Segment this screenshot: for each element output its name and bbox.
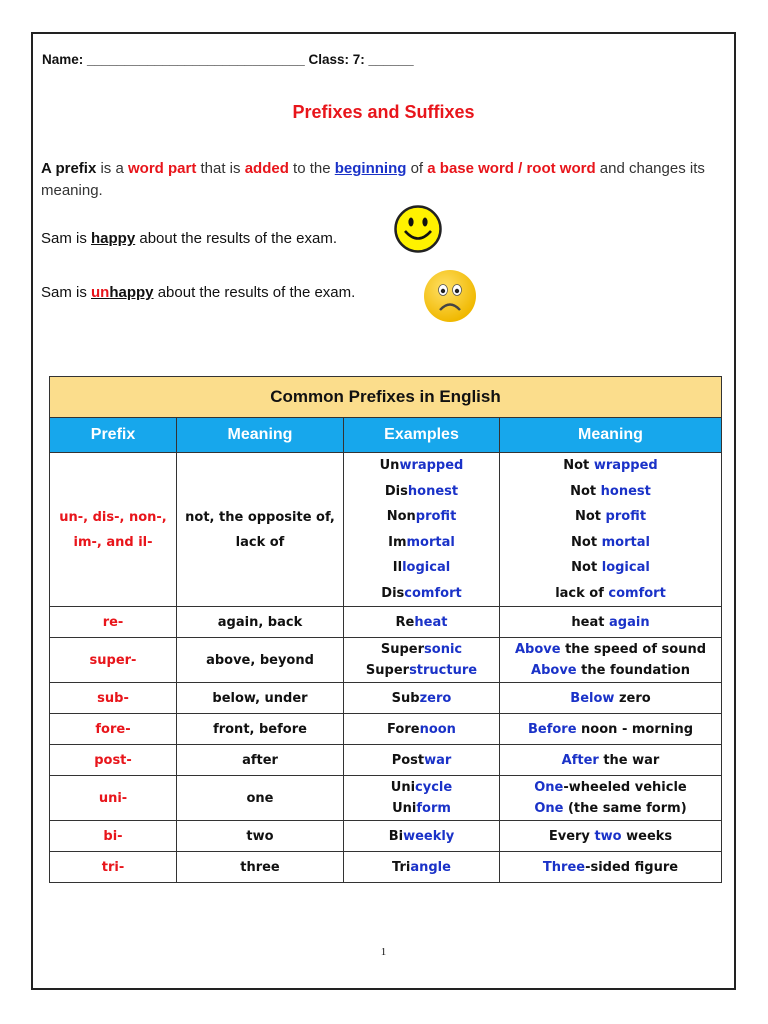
ex-root: weekly	[403, 828, 455, 844]
table-row	[50, 714, 722, 745]
m-root: One	[534, 780, 564, 795]
ex-part: Sub	[391, 690, 420, 706]
example-meaning-cell	[500, 852, 722, 883]
ex-root: noon	[419, 721, 456, 737]
ex-part: Super	[365, 663, 410, 678]
meaning-cell: not, the opposite of, lack of	[177, 453, 344, 607]
m-part: the war	[598, 752, 660, 768]
m-part: heat	[571, 614, 610, 630]
table-row	[50, 453, 722, 607]
prefix-cell: tri-	[50, 852, 177, 883]
m-part: Not	[571, 534, 602, 550]
example-meaning-cell	[500, 776, 722, 821]
header-meaning: Meaning	[177, 418, 344, 453]
page-title: Prefixes and Suffixes	[292, 102, 475, 122]
def-beginning: beginning	[334, 160, 407, 177]
s1-pre: Sam is	[41, 230, 92, 247]
def-text-5: and changes its meaning.	[41, 160, 705, 199]
def-base-word: a base word / root word	[427, 160, 596, 177]
ex-root: war	[424, 752, 452, 768]
table-row	[50, 638, 722, 683]
m-part: the foundation	[576, 663, 690, 678]
example-meaning-cell	[500, 638, 722, 683]
examples-cell	[344, 683, 500, 714]
prefix-table	[49, 376, 722, 883]
s2-prefix: un	[91, 284, 110, 301]
m-root: After	[561, 752, 599, 768]
prefix-cell: bi-	[50, 821, 177, 852]
ex-root: honest	[407, 483, 459, 499]
m-part: Not	[563, 458, 594, 473]
m-root: again	[609, 614, 650, 630]
sad-face-icon	[422, 268, 478, 324]
example-meaning-cell	[500, 714, 722, 745]
m-root: One	[534, 801, 564, 816]
ex-part: Super	[380, 642, 425, 657]
table-row	[50, 745, 722, 776]
header-examples: Examples	[344, 418, 500, 453]
def-word-part: word part	[127, 160, 197, 177]
table-row	[50, 683, 722, 714]
m-part: -sided figure	[585, 859, 679, 875]
ex-part: Uni	[392, 801, 417, 816]
meaning-cell: two	[177, 821, 344, 852]
m-root: profit	[605, 509, 647, 524]
ex-part: Dis	[381, 585, 405, 601]
s2-root: happy	[109, 284, 154, 301]
def-text-3: to the	[288, 160, 335, 177]
meaning-cell: above, beyond	[177, 638, 344, 683]
examples-cell	[344, 714, 500, 745]
prefix-cell: super-	[50, 638, 177, 683]
ex-part: Tri	[392, 859, 411, 875]
m-part: Not	[570, 483, 601, 499]
s2-pre: Sam is	[41, 284, 92, 301]
meaning-cell: front, before	[177, 714, 344, 745]
m-root: Above	[514, 642, 561, 657]
example-meaning-cell	[500, 607, 722, 638]
name-class-line: Name: _____________________________ Class: 7: ______	[42, 52, 414, 67]
example-meaning-cell	[500, 745, 722, 776]
m-root: Below	[570, 690, 615, 706]
m-part: Every	[548, 828, 595, 844]
ex-part: Post	[391, 752, 425, 768]
prefix-cell: uni-	[50, 776, 177, 821]
meaning-cell: after	[177, 745, 344, 776]
ex-root: logical	[402, 560, 451, 575]
prefix-cell: fore-	[50, 714, 177, 745]
ex-root: angle	[410, 859, 451, 875]
examples-cell	[344, 607, 500, 638]
ex-root: cycle	[415, 780, 453, 795]
m-part: weeks	[621, 828, 673, 844]
def-text-4: of	[406, 160, 428, 177]
m-root: wrapped	[593, 458, 658, 473]
m-root: comfort	[608, 585, 666, 601]
ex-part: Il	[392, 560, 403, 575]
examples-cell	[344, 821, 500, 852]
table-row	[50, 821, 722, 852]
s1-word: happy	[91, 230, 136, 247]
m-root: Before	[527, 721, 577, 737]
ex-part: Re	[395, 614, 415, 630]
ex-part: Fore	[387, 721, 420, 737]
example-meaning-cell	[500, 821, 722, 852]
m-part: (the same form)	[563, 801, 687, 816]
worksheet-page	[31, 32, 736, 990]
s1-post: about the results of the exam.	[135, 230, 337, 247]
ex-root: heat	[414, 614, 448, 630]
examples-cell	[344, 745, 500, 776]
example-meaning-cell	[500, 453, 722, 607]
sentence-happy	[41, 230, 337, 247]
m-part: zero	[614, 690, 651, 706]
header-prefix: Prefix	[50, 418, 177, 453]
ex-part: Un	[379, 458, 400, 473]
ex-root: zero	[419, 690, 452, 706]
prefix-cell: re-	[50, 607, 177, 638]
examples-cell	[344, 453, 500, 607]
ex-part: Dis	[384, 483, 408, 499]
ex-root: form	[416, 801, 451, 816]
example-meaning-cell	[500, 683, 722, 714]
m-part: lack of	[555, 585, 609, 601]
prefix-definition	[41, 158, 721, 202]
m-root: Above	[531, 663, 577, 678]
def-added: added	[244, 160, 289, 177]
header-meaning-2: Meaning	[500, 418, 722, 453]
smiley-face-icon	[393, 204, 443, 254]
m-part: the speed of sound	[560, 642, 707, 657]
table-row	[50, 852, 722, 883]
sentence-unhappy	[41, 284, 355, 301]
ex-root: profit	[415, 509, 457, 524]
ex-root: structure	[409, 663, 478, 678]
meaning-cell: three	[177, 852, 344, 883]
term-prefix: A prefix	[41, 160, 97, 177]
m-root: two	[594, 828, 622, 844]
meaning-cell: below, under	[177, 683, 344, 714]
m-part: Not	[574, 509, 606, 524]
ex-root: wrapped	[399, 458, 464, 473]
ex-root: mortal	[406, 534, 455, 550]
prefix-cell: post-	[50, 745, 177, 776]
ex-part: Im	[388, 534, 407, 550]
ex-root: sonic	[424, 642, 463, 657]
ex-part: Uni	[390, 780, 416, 795]
m-root: Three	[542, 859, 586, 875]
m-part: noon - morning	[576, 721, 694, 737]
page-number: 1	[380, 946, 387, 958]
table-row	[50, 776, 722, 821]
m-part: Not	[571, 560, 602, 575]
ex-root: comfort	[404, 585, 462, 601]
m-root: logical	[601, 560, 650, 575]
prefix-cell: un-, dis-, non-, im-, and il-	[50, 453, 177, 607]
def-text-1: is a	[96, 160, 128, 177]
examples-cell	[344, 638, 500, 683]
examples-cell	[344, 776, 500, 821]
examples-cell	[344, 852, 500, 883]
m-root: mortal	[601, 534, 650, 550]
prefix-cell: sub-	[50, 683, 177, 714]
meaning-cell: again, back	[177, 607, 344, 638]
table-caption: Common Prefixes in English	[50, 377, 722, 418]
meaning-cell: one	[177, 776, 344, 821]
m-root: honest	[600, 483, 651, 499]
m-part: -wheeled vehicle	[563, 780, 687, 795]
ex-part: Non	[386, 509, 416, 524]
table-row	[50, 607, 722, 638]
ex-part: Bi	[388, 828, 404, 844]
def-text-2: that is	[196, 160, 245, 177]
s2-post: about the results of the exam.	[153, 284, 356, 301]
